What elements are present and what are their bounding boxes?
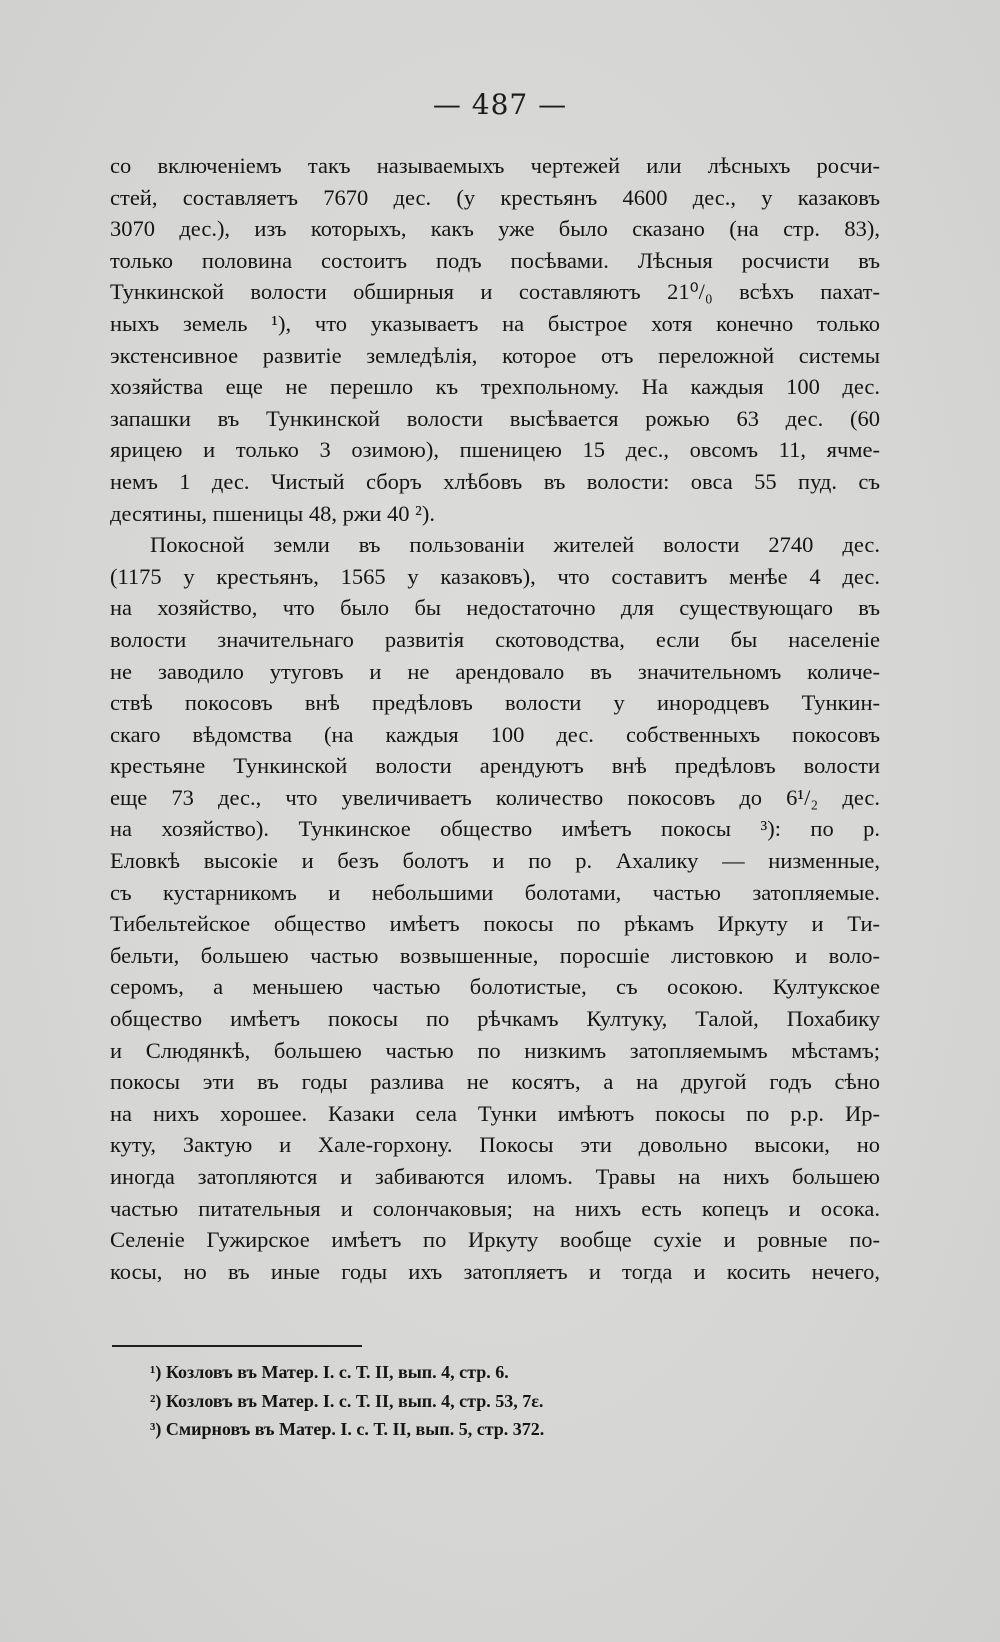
text-line: Еловкѣ высокіе и безъ болотъ и по р. Ахалику — низменные, xyxy=(110,848,880,874)
text-line: со включеніемъ такъ называемыхъ чертежей или лѣсныхъ росчи- xyxy=(110,153,880,178)
text-line: запашки въ Тункинской волости высѣвается рожью 63 дес. (60 xyxy=(110,405,880,431)
text-line: немъ 1 дес. Чистый сборъ хлѣбовъ въ волости: овса 55 пуд. съ xyxy=(110,468,880,494)
text-line: десятины, пшеницы 48, ржи 40 ²). xyxy=(110,500,436,526)
footnote-3: ³) Смирновъ въ Матер. I. с. Т. II, вып. 5, стр. 372. xyxy=(150,1419,545,1439)
text-line: косы, но въ иные годы ихъ затопляетъ и тогда и косить нечего, xyxy=(110,1258,880,1284)
text-line: 3070 дес.), изъ которыхъ, какъ уже было сказано (на стр. 83), xyxy=(110,216,880,242)
text-line: ярицею и только 3 озимою), пшеницею 15 дес., овсомъ 11, ячме- xyxy=(110,437,880,463)
text-line: Селеніе Гужирское имѣетъ по Иркуту вообще сухіе и ровные по- xyxy=(110,1227,880,1253)
text-line: не заводило утуговъ и не арендовало въ значительномъ количе- xyxy=(110,658,880,684)
text-line: скаго вѣдомства (на каждыя 100 дес. собственныхъ покосовъ xyxy=(110,721,880,747)
body-text xyxy=(110,150,880,1287)
text-line: хозяйства еще не перешло къ трехпольному. На каждыя 100 дес. xyxy=(110,374,880,400)
footnote-1: ¹) Козловъ въ Матер. I. с. Т. II, вып. 4, стр. 6. xyxy=(150,1362,509,1382)
footnotes xyxy=(150,1358,850,1444)
text-line: волости значительнаго развитія скотоводства, если бы населеніе xyxy=(110,626,880,652)
text-line: частью питательныя и солончаковыя; на нихъ есть копецъ и осока. xyxy=(110,1195,880,1221)
paragraph-1 xyxy=(110,150,880,529)
text-line: серомъ, а меньшею частью болотистые, съ осокою. Култукское xyxy=(110,974,880,1000)
text-line: ныхъ земель ¹), что указываетъ на быстрое хотя конечно только xyxy=(110,310,880,336)
text-line: покосы эти въ годы разлива не косятъ, а на другой годъ сѣно xyxy=(110,1069,880,1095)
text-line: стей, составляетъ 7670 дес. (у крестьянъ 4600 дес., у казаковъ xyxy=(110,184,880,210)
paragraph-2 xyxy=(110,529,880,1287)
text-line: еще 73 дес., что увеличиваетъ количество покосовъ до 6¹/₂ дес. xyxy=(110,784,880,810)
text-line: общество имѣетъ покосы по рѣчкамъ Култуку, Талой, Похабику xyxy=(110,1006,880,1032)
text-line: Тибельтейское общество имѣетъ покосы по рѣкамъ Иркуту и Ти- xyxy=(110,911,880,937)
text-line: съ кустарникомъ и небольшими болотами, частью затопляемые. xyxy=(110,879,880,905)
text-line: крестьяне Тункинской волости арендуютъ внѣ предѣловъ волости xyxy=(110,753,880,779)
text-line: на хозяйство, что было бы недостаточно для существующаго въ xyxy=(110,595,880,621)
text-line: экстенсивное развитіе земледѣлія, которое отъ переложной системы xyxy=(110,342,880,368)
text-line: (1175 у крестьянъ, 1565 у казаковъ), что составитъ менѣе 4 дес. xyxy=(110,563,880,589)
text-line: Покосной земли въ пользованіи жителей волости 2740 дес. xyxy=(150,532,880,558)
text-line: Тункинской волости обширныя и составляютъ 21⁰/₀ всѣхъ пахат- xyxy=(110,279,880,305)
text-line: иногда затопляются и забиваются иломъ. Травы на нихъ большею xyxy=(110,1164,880,1189)
text-line: куту, Зактую и Хале-горхону. Покосы эти довольно высоки, но xyxy=(110,1132,880,1158)
text-line: только половина состоитъ подъ посѣвами. Лѣсныя росчисти въ xyxy=(110,247,880,273)
footnote-divider xyxy=(112,1345,362,1347)
page-number: — 487 — xyxy=(432,88,568,121)
text-line: бельти, большею частью возвышенные, поросшіе листовкою и воло- xyxy=(110,942,880,968)
footnote-2: ²) Козловъ въ Матер. I. с. Т. II, вып. 4, стр. 53, 7ε. xyxy=(150,1390,544,1411)
text-line: и Слюдянкѣ, большею частью по низкимъ затопляемымъ мѣстамъ; xyxy=(110,1037,880,1063)
text-line: ствѣ покосовъ внѣ предѣловъ волости у инородцевъ Тункин- xyxy=(110,690,880,716)
text-line: на хозяйство). Тункинское общество имѣетъ покосы ³): по р. xyxy=(110,816,880,842)
text-line: на нихъ хорошее. Казаки села Тунки имѣютъ покосы по р.р. Ир- xyxy=(110,1100,880,1126)
